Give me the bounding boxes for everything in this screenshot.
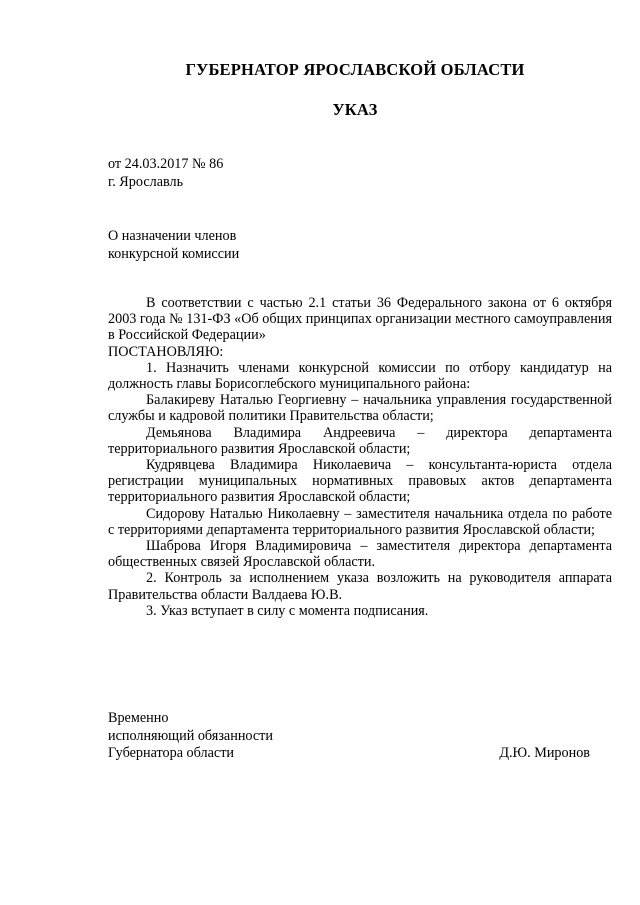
member-paragraph: Демьянова Владимира Андреевича – директора департамента территориального развития Ярославской области; (108, 424, 612, 457)
signatory-title-line: Временно (108, 710, 169, 726)
preamble-paragraph: В соответствии с частью 2.1 статьи 36 Федерального закона от 6 октября 2003 года № 131-ФЗ «Об общих принципах организации местного самоуправления в Российской Федерации» (108, 295, 612, 344)
member-paragraph: Кудрявцева Владимира Николаевича – консультанта-юриста отдела регистрации муниципальных нормативных правовых актов департамента территориального развития Ярославской области; (108, 457, 612, 506)
city: г. Ярославль (108, 174, 184, 190)
signatory-name: Д.Ю. Миронов (499, 745, 590, 761)
member-paragraph: Сидорову Наталью Николаевну – заместителя начальника отдела по работе с территориями департамента территориального развития Ярославской области; (108, 505, 612, 538)
issuer-heading: ГУБЕРНАТОР ЯРОСЛАВСКОЙ ОБЛАСТИ (185, 60, 525, 79)
item-1-paragraph: 1. Назначить членами конкурсной комиссии по отбору кандидатур на должность главы Борисоглебского муниципального района: (108, 359, 612, 393)
resolve-word: ПОСТАНОВЛЯЮ: (108, 343, 224, 360)
signature-row (108, 745, 612, 763)
item-3-paragraph: 3. Указ вступает в силу с момента подписания. (146, 602, 429, 619)
subject-line: О назначении членов (108, 228, 237, 244)
subject-title (108, 227, 308, 263)
signatory-title-line: исполняющий обязанности (108, 727, 273, 744)
decree-body (108, 295, 612, 619)
item-2-paragraph: 2. Контроль за исполнением указа возложить на руководителя аппарата Правительства области Валдаева Ю.В. (108, 570, 612, 603)
date-number: от 24.03.2017 № 86 (108, 156, 224, 172)
member-paragraph: Балакиреву Наталью Георгиевну – начальника управления государственной службы и кадровой политики Правительства области; (108, 392, 612, 425)
subject-line: конкурсной комиссии (108, 246, 240, 262)
member-paragraph: Шаброва Игоря Владимировича – заместителя директора департамента общественных связей Ярославской области. (108, 538, 612, 571)
signatory-title-line: Губернатора области (108, 745, 234, 761)
document-type-heading: УКАЗ (332, 100, 378, 119)
signature-block (108, 710, 612, 763)
